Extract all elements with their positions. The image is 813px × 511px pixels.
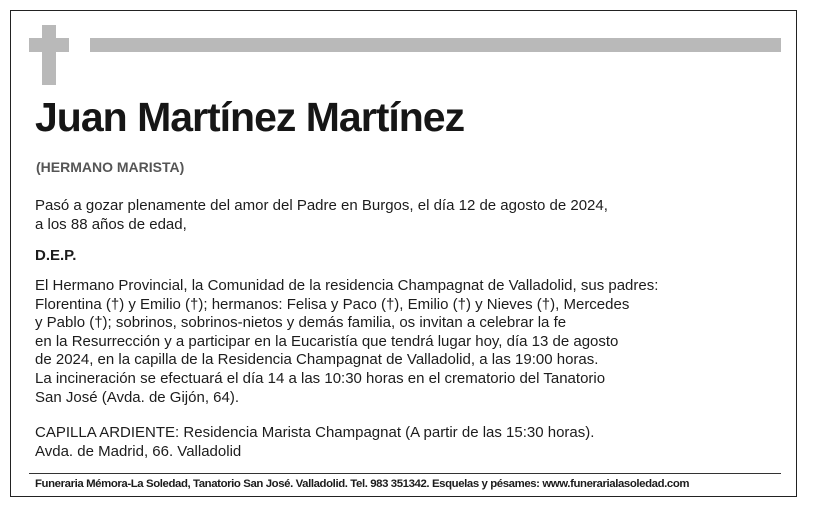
- deceased-name: Juan Martínez Martínez: [35, 94, 465, 140]
- intro-paragraph: [35, 197, 608, 234]
- intro-line: Pasó a gozar plenamente del amor del Padre en Burgos, el día 12 de agosto de 2024,: [35, 197, 608, 214]
- body-line: Florentina (†) y Emilio (†); hermanos: Felisa y Paco (†), Emilio (†) y Nieves (†), Mercedes: [35, 295, 630, 313]
- obituary-notice: [10, 10, 797, 497]
- chapel-line: CAPILLA ARDIENTE: Residencia Marista Champagnat (A partir de las 15:30 horas).: [35, 424, 595, 441]
- body-line: El Hermano Provincial, la Comunidad de la residencia Champagnat de Valladolid, sus padres:: [35, 277, 659, 294]
- family-paragraph: [35, 277, 658, 407]
- body-line: La incineración se efectuará el día 14 a las 10:30 horas en el crematorio del Tanatorio: [35, 369, 606, 387]
- body-line: de 2024, en la capilla de la Residencia Champagnat de Valladolid, a las 19:00 horas.: [35, 351, 599, 369]
- body-line: y Pablo (†); sobrinos, sobrinos-nietos y demás familia, os invitan a celebrar la fe: [35, 314, 567, 332]
- body-line: San José (Avda. de Gijón, 64).: [35, 388, 240, 406]
- dep-label: D.E.P.: [35, 247, 77, 264]
- funeral-home-footer: Funeraria Mémora-La Soledad, Tanatorio San José. Valladolid. Tel. 983 351342. Esquelas y pésames: www.funerarialasoledad.com: [35, 478, 690, 490]
- intro-line: a los 88 años de edad,: [35, 215, 187, 233]
- cross-icon-arm: [29, 38, 69, 52]
- deceased-subtitle: (HERMANO MARISTA): [36, 159, 185, 175]
- footer-divider: [29, 473, 781, 474]
- body-line: en la Resurrección y a participar en la Eucaristía que tendrá lugar hoy, día 13 de agosto: [35, 332, 619, 350]
- header-divider: [90, 38, 781, 52]
- cross-icon: [42, 25, 56, 85]
- chapel-paragraph: [35, 424, 594, 461]
- chapel-line: Avda. de Madrid, 66. Valladolid: [35, 442, 242, 460]
